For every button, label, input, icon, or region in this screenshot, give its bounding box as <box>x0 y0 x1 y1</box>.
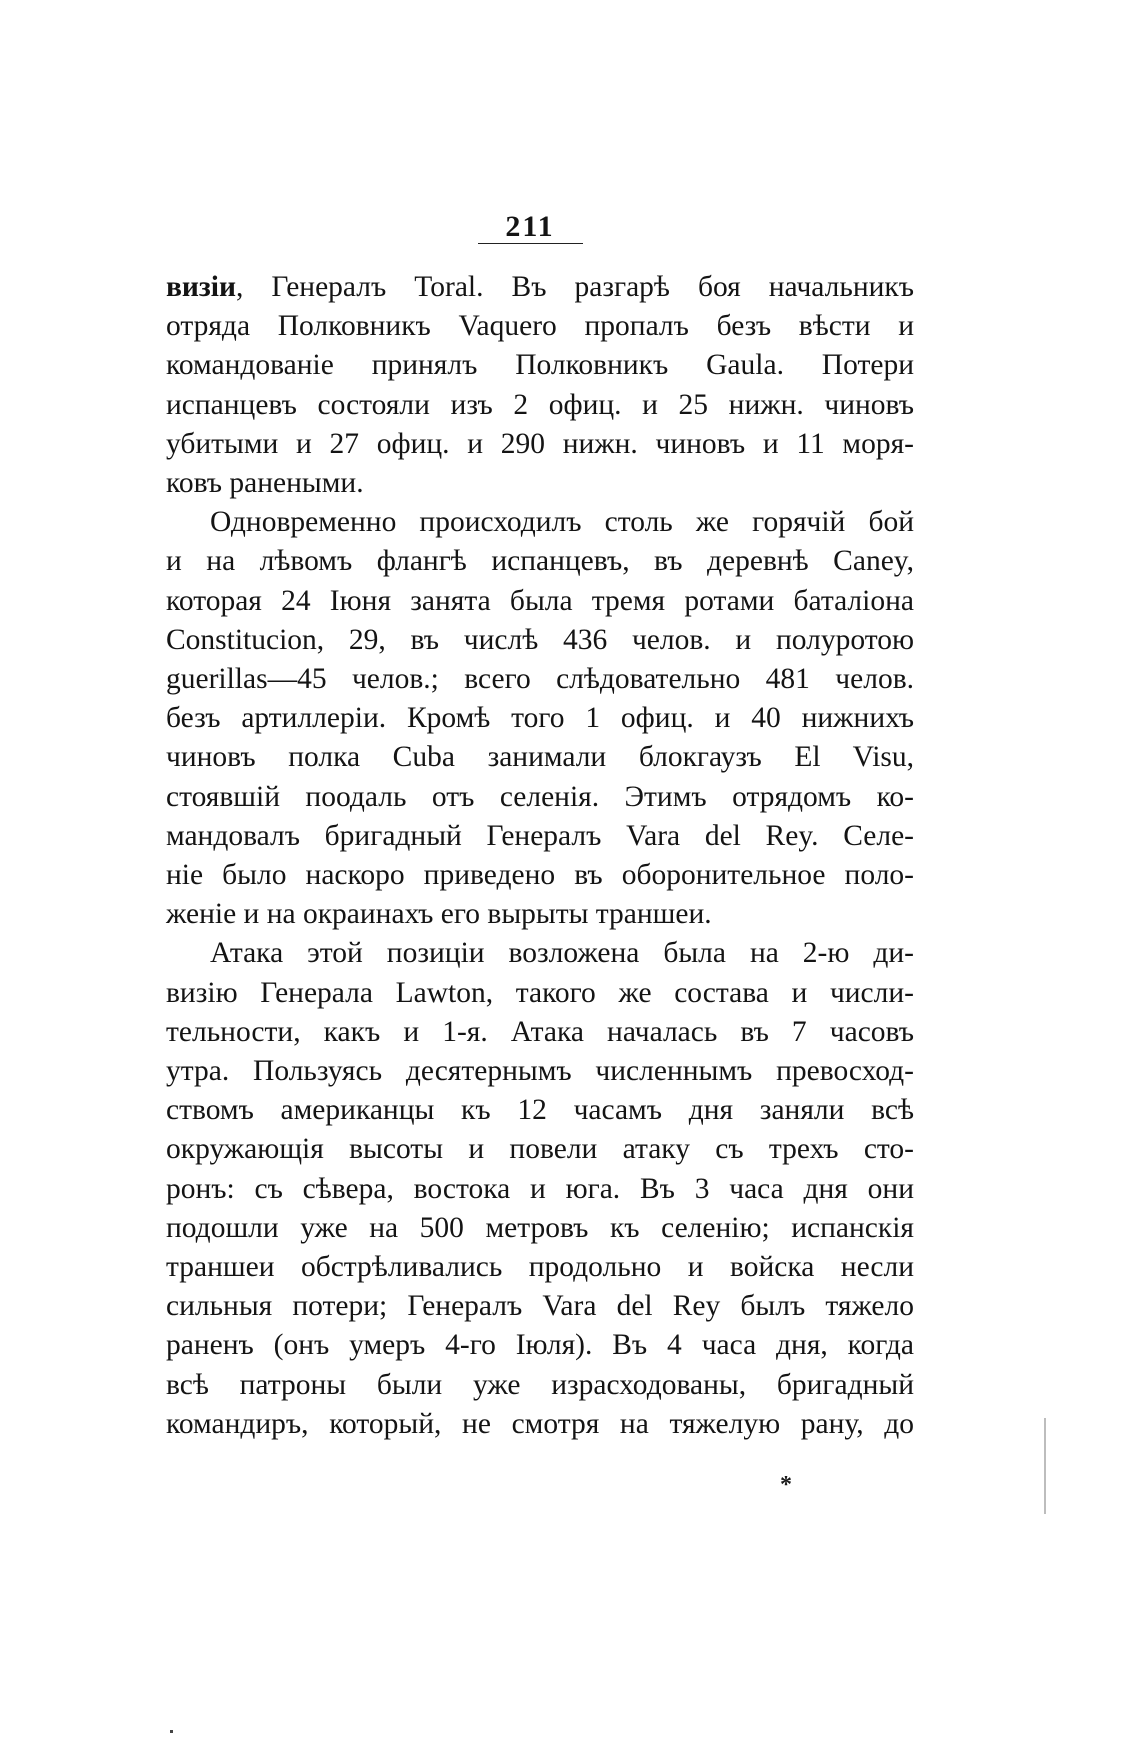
text-line: визію Генерала Lawton, такого же состава и числи- <box>166 976 914 1009</box>
text-line: командиръ, который, не смотря на тяжелую рану, до <box>166 1407 914 1440</box>
text-line: которая 24 Іюня занята была тремя ротами баталіона <box>166 584 914 617</box>
text-line: раненъ (онъ умеръ 4-го Іюля). Въ 4 часа дня, когда <box>166 1329 914 1362</box>
text-line: отряда Полковникъ Vaquero пропалъ безъ вѣсти и <box>166 310 914 343</box>
text-line: Одновременно происходилъ столь же горячій бой <box>210 506 914 539</box>
text-line: Constitucion, 29, въ числѣ 436 челов. и полуротою <box>166 623 914 656</box>
text-line: сильныя потери; Генералъ Vara del Rey былъ тяжело <box>166 1290 914 1323</box>
text-line: ніе было наскоро приведено въ оборонительное поло- <box>166 859 914 892</box>
text-line: ствомъ американцы къ 12 часамъ дня заняли всѣ <box>166 1094 914 1127</box>
scan-artifact-line <box>1044 1418 1046 1514</box>
scan-artifact-dot <box>170 1730 173 1733</box>
text-line: мандовалъ бригадный Генералъ Vara del Rey. Селе- <box>166 819 914 852</box>
text-line: ковъ ранеными. <box>166 467 364 500</box>
page-number: 211 <box>505 210 555 243</box>
body-text <box>166 268 914 1444</box>
text-line: подошли уже на 500 метровъ къ селенію; испанскія <box>166 1211 914 1244</box>
text-line: командованіе принялъ Полковникъ Gaula. Потери <box>166 349 914 382</box>
text-line: чиновъ полка Cuba занимали блокгаузъ El Visu, <box>166 741 914 774</box>
text-line: и на лѣвомъ флангѣ испанцевъ, въ деревнѣ Caney, <box>166 545 914 578</box>
leading-word: визіи <box>166 271 236 303</box>
text-line: guerillas—45 челов.; всего слѣдовательно 481 челов. <box>166 663 914 696</box>
text-line: убитыми и 27 офиц. и 290 нижн. чиновъ и 11 моря- <box>166 427 914 460</box>
text-line: окружающія высоты и повели атаку съ трехъ сто- <box>166 1133 914 1166</box>
text-line: тельности, какъ и 1-я. Атака началась въ 7 часовъ <box>166 1015 914 1048</box>
text-line: стоявшій поодаль отъ селенія. Этимъ отрядомъ ко- <box>166 780 914 813</box>
text-line: утра. Пользуясь десятернымъ численнымъ превосход- <box>166 1055 914 1088</box>
text-line: траншеи обстрѣливались продольно и войска несли <box>166 1251 914 1284</box>
text-line: испанцевъ состояли изъ 2 офиц. и 25 нижн. чиновъ <box>166 388 914 421</box>
signature-mark: * <box>780 1472 792 1498</box>
text-line: всѣ патроны были уже израсходованы, бригадный <box>166 1368 914 1401</box>
text-line: Атака этой позиціи возложена была на 2-ю ди- <box>210 937 914 970</box>
text-line: визіи, Генералъ Toral. Въ разгарѣ боя начальникъ <box>166 271 914 303</box>
text-line: безъ артиллеріи. Кромѣ того 1 офиц. и 40 нижнихъ <box>166 702 914 735</box>
text-line: ронъ: съ сѣвера, востока и юга. Въ 3 часа дня они <box>166 1172 914 1205</box>
page-number-rule <box>478 243 583 244</box>
text-line: женіе и на окраинахъ его вырыты траншеи. <box>166 898 712 931</box>
